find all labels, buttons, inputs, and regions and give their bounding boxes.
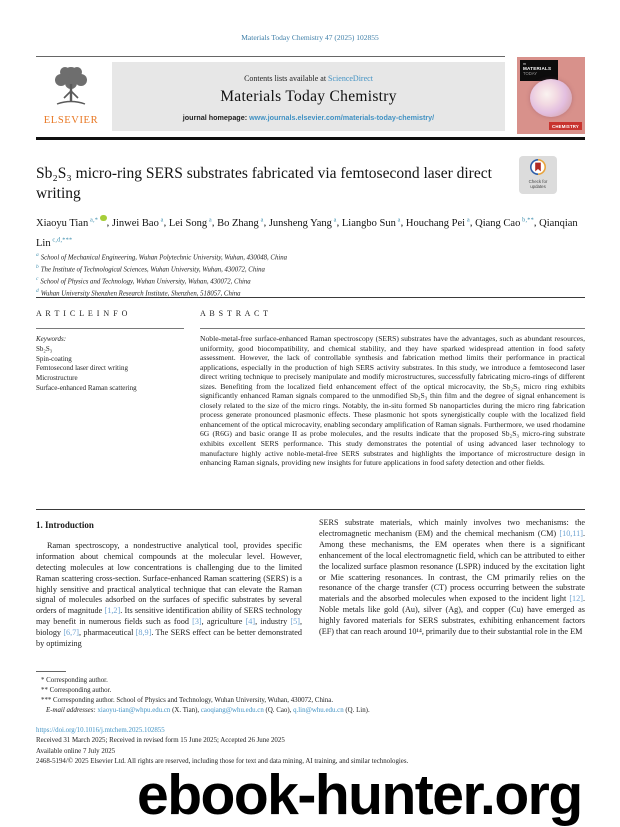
intro-left-column xyxy=(36,520,302,650)
homepage-line xyxy=(112,113,505,122)
email-addresses xyxy=(97,707,369,714)
author-line: Xiaoyu Tian $^{a,*}$ , Jinwei Bao $^a$, Lei Song $^a$, Bo Zhang $^a$, Junsheng Yang $^a$, Liangbo Sun $^a$, Houchang Pei $^a$, Qiang Cao $^{b,**}$, Qianqian Lin $^{c,d,***}$ xyxy=(36,216,578,249)
reference-link[interactable]: [1,2] xyxy=(104,606,121,616)
cover-brand-line1: MATERIALS xyxy=(523,66,552,71)
elsevier-wordmark: ELSEVIER xyxy=(43,115,99,126)
reference-link[interactable]: [12] xyxy=(569,594,583,604)
footnote-line: * Corresponding author. xyxy=(41,677,108,684)
email-link[interactable]: xiaoyu-tian@whpu.edu.cn xyxy=(97,707,171,714)
cover-sphere-art xyxy=(530,79,572,117)
abstract-heading: A B S T R A C T xyxy=(200,309,270,318)
reference-link[interactable]: [10,11] xyxy=(559,528,583,538)
author: Junsheng Yang $^a$ xyxy=(268,216,337,229)
affiliation: $^c$ School of Physics and Technology, Wuhan University, Wuhan, 430072, China xyxy=(36,275,251,285)
abstract-text: Noble-metal-free surface-enhanced Raman spectroscopy (SERS) substrates have the advantages, such as abundant resources, uniformity, good biocompatibility, and chemical stability, and they have sparked widespread attention in food safety assessment. However, the lack of controllable synthesis and fabrication method limits their performance in practical applications, especially in the production of high SERS activity substrates. In this study, we introduce a femtosecond laser direct writing technique to precisely manipulate and modify microstructures, successfully fabricating micro-rings of different sizes. Benefiting from the localized field enhancement effect of the optical microcavity, the Sb₂S₃ micro ring exhibits significantly enhanced Raman signals compared to the unmodified Sb₂S₃ thin film and the degree of signal enhancement is closely related to the size of the micro rings. Notably, the in-situ formed Sb nanoparticles during the micro ring fabrication process generate pronounced plasmonic effects. These plasmonic hot spots synergistically couple with the localized field enhancement of the optical microcavity, enabling secondary amplification of Raman signals. Furthermore, we used rhodamine 6G (R6G) and basic orange II as probe molecules, and the results indicate that the proposed Sb₂S₃ micro-ring substrate exhibits excellent SERS performance. This study demonstrates the potential of using advanced laser technology to manufacture highly active noble-metal-free SERS substrates and highlights the importance of microstructure design in enhancing Raman signals, providing new insights for future applications in food safety detection and other fields. xyxy=(200,334,585,468)
article-info-heading: A R T I C L E I N F O xyxy=(36,309,129,318)
crossmark-icon xyxy=(530,162,546,179)
keyword: Sb₂S₃ xyxy=(36,344,53,353)
contents-line xyxy=(112,74,505,83)
section-top-rule xyxy=(36,297,585,298)
keyword: Femtosecond laser direct writing xyxy=(36,364,128,373)
sciencedirect-link[interactable]: ScienceDirect xyxy=(328,74,373,83)
intro-left-paragraph: Raman spectroscopy, a nondestructive analytical tool, provides specific information about chemical compounds at the molecular level. However, detecting molecules at low concentrations is challenging due to the limited Raman scattering cross-section. Surface-enhanced Raman scattering (SERS) is a highly sensitive and practical analytical technique that can elevate the Raman signal of molecules adsorbed on the surfaces of specific substrates by several orders of magnitude [1,2]. Its sensitive identification ability of SERS technology may benefit in numerous fields such as food [3], agriculture [4], industry [5], biology [6,7], pharmaceutical [8,9]. The SERS effect can be better demonstrated by optimizing xyxy=(36,540,302,649)
affiliation: $^d$ Wuhan University Shenzhen Research Institute, Shenzhen, 518057, China xyxy=(36,287,241,297)
email-link[interactable]: q.lin@whu.edu.cn xyxy=(293,707,344,714)
cover-brand xyxy=(520,60,558,81)
check-badge-line1: Check for xyxy=(528,179,548,184)
intro-right-paragraph: SERS substrate materials, which mainly involves two mechanisms: the electromagnetic mechanism (EM) and the chemical mechanism (CM) [10,11]. Among these mechanisms, the EM operates when there is a significant enhancement of the local electromagnetic field, which can be attributed to either the localized surface plasmon resonance (LSPR) induced by the excitation light or Mie scattering resonances. In contrast, the CM primarily relies on the resonance of the charge transfer (CT) process occurring between the substrate materials and the absorbed molecules when exposed to the incident light [12]. Noble metals like gold (Au), silver (Ag), and copper (Cu) have emerged as highly favored materials for SERS substrates, exhibiting enhancement factors (EF) that can reach around 10¹⁴, primarily due to their substantial role in the EM xyxy=(319,518,585,637)
body-top-rule xyxy=(36,509,585,510)
keywords-block xyxy=(36,335,191,394)
article-title: Sb₂S₃ micro-ring SERS substrates fabricated via femtosecond laser direct writing xyxy=(36,165,492,202)
author: Bo Zhang $^a$ xyxy=(217,216,264,229)
email-link[interactable]: caoqiang@whu.edu.cn xyxy=(200,707,264,714)
elsevier-tree-icon xyxy=(46,99,96,116)
journal-banner xyxy=(112,62,505,131)
author: Qianqian Lin $^{c,d,***}$ xyxy=(36,217,578,249)
footnote-lines xyxy=(36,676,585,706)
journal-cover-thumbnail[interactable] xyxy=(517,57,585,134)
cover-chemistry-badge: CHEMISTRY xyxy=(549,122,582,130)
article-info-rule xyxy=(36,328,184,329)
affiliation: $^a$ School of Mechanical Engineering, Wuhan Polytechnic University, Wuhan, 430048, China xyxy=(36,252,288,262)
reference-link[interactable]: [4] xyxy=(245,617,256,627)
email-text: (Q. Cao), xyxy=(263,707,294,714)
email-text: (Q. Lin). xyxy=(343,707,370,714)
homepage-label: journal homepage: xyxy=(182,113,248,122)
doi-link[interactable]: https://doi.org/10.1016/j.mtchem.2025.102855 xyxy=(36,727,165,734)
footnote-line: *** Corresponding author. School of Physics and Technology, Wuhan University, Wuhan, 430072, China. xyxy=(41,697,334,704)
reference-link[interactable]: [3] xyxy=(192,617,202,627)
abstract-rule xyxy=(200,328,585,329)
reference-link[interactable]: [6,7] xyxy=(63,628,80,638)
email-text: (X. Tian), xyxy=(170,707,201,714)
intro-right-column xyxy=(319,518,585,638)
affiliation: $^b$ The Institute of Technological Sciences, Wuhan University, Wuhan, 430072, China xyxy=(36,263,265,274)
email-line xyxy=(36,706,585,716)
author: Jinwei Bao $^a$ xyxy=(111,216,164,229)
ebook-hunter-watermark: ebook-hunter.org xyxy=(137,763,582,827)
author: Qiang Cao $^{b,**}$ xyxy=(475,216,534,229)
keyword: Spin-coating xyxy=(36,354,72,363)
banner-top-rule xyxy=(36,56,505,57)
issn-copyright: 2468-5194/© 2025 Elsevier Ltd. All rights are reserved, including those for text and data mining, AI training, and similar technologies. xyxy=(36,758,409,766)
author: Lei Song $^a$ xyxy=(168,216,212,229)
cover-brand-line2: TODAY xyxy=(523,71,538,76)
introduction-heading: 1. Introduction xyxy=(36,520,94,530)
keyword: Microstructure xyxy=(36,374,78,383)
homepage-link[interactable]: www.journals.elsevier.com/materials-today-chemistry/ xyxy=(249,113,435,122)
elsevier-logo[interactable] xyxy=(37,64,105,132)
available-online: Available online 7 July 2025 xyxy=(36,747,116,755)
author: Houchang Pei $^a$ xyxy=(405,216,470,229)
orcid-icon[interactable] xyxy=(100,215,107,222)
check-badge-line2: updates xyxy=(530,183,546,189)
keyword: Surface-enhanced Raman scattering xyxy=(36,383,137,392)
footnote-rule xyxy=(36,671,66,672)
keywords-list xyxy=(36,345,191,394)
check-for-updates-button[interactable] xyxy=(519,156,557,194)
journal-citation: Materials Today Chemistry 47 (2025) 102855 xyxy=(241,33,379,42)
received-dates: Received 31 March 2025; Received in revised form 15 June 2025; Accepted 26 June 2025 xyxy=(36,737,285,745)
author: Xiaoyu Tian $^{a,*}$ xyxy=(36,218,107,229)
banner-bottom-rule xyxy=(36,137,585,140)
footnote-line: ** Corresponding author. xyxy=(41,687,112,694)
contents-prefix: Contents lists available at xyxy=(244,74,327,83)
author: Liangbo Sun $^a$ xyxy=(341,216,401,229)
cover-brand-mark: m xyxy=(523,62,526,66)
email-label: E-mail addresses: xyxy=(46,707,96,714)
affiliations xyxy=(36,251,556,298)
reference-link[interactable]: [8,9] xyxy=(135,628,152,638)
keywords-label: Keywords: xyxy=(36,335,67,343)
journal-title: Materials Today Chemistry xyxy=(220,88,397,105)
footnotes-block xyxy=(36,676,585,716)
reference-link[interactable]: [5] xyxy=(290,617,300,627)
